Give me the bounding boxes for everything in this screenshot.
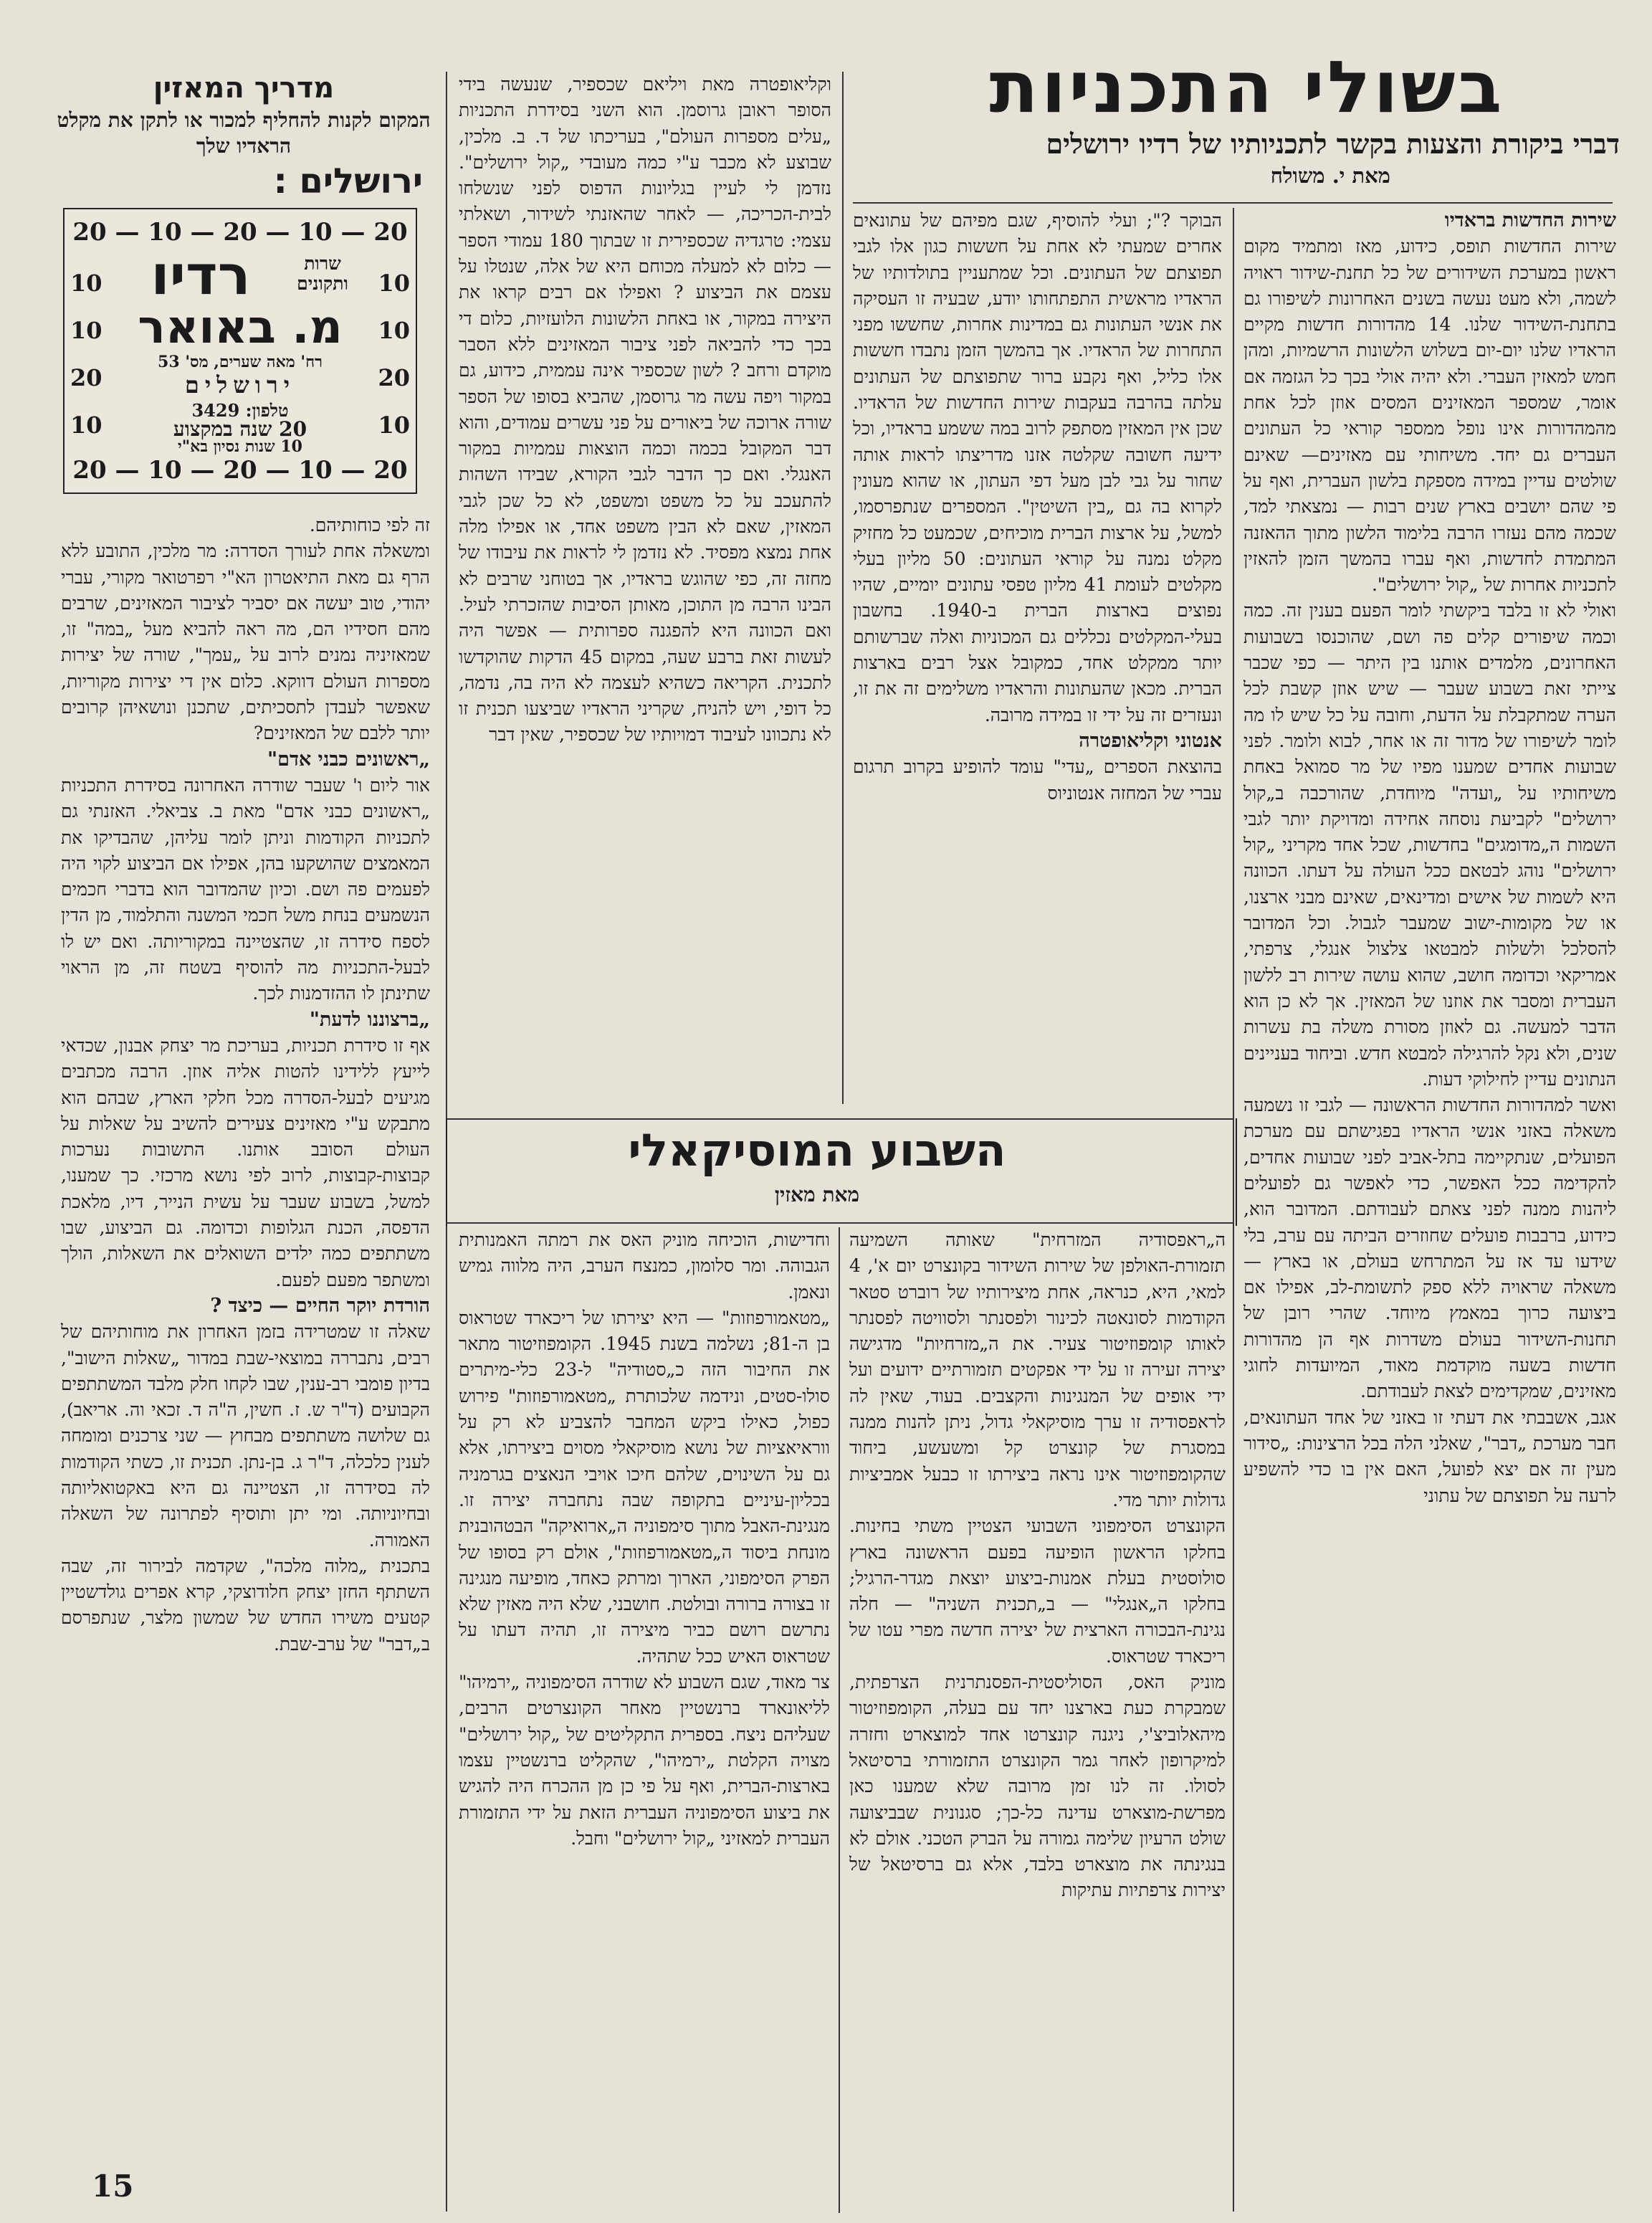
guide-city: ירושלים : [273, 161, 423, 201]
column-rule [842, 72, 844, 1104]
music-col-2 [459, 1227, 830, 2213]
ad-bottom-row: 20 — 10 — 20 — 10 — 20 [72, 456, 408, 485]
main-col-3-text: וקליאופטרה מאת ויליאם שכספיר, שנעשה בידי הסופר ראובן גרוסמן. הוא השני בסידרת התכניות „עלים מספרות העולם", בעריכתו של ד. ב. מלכין, שבוצע לא מכבר ע"י כמה מעובדי „קול ירושלים". נזדמן לי לעיין בגליונות הדפוס לפני שנשלחו לבית-הכריכה, — לאחר שהאזנתי לשידור, ושאלתי עצמי: טרגדיה שכספירית זו שבתוך 180 עמודי הספר — כלום לא למעלה מכוחם היא של אלה, שנטלו על עצמם את הביצוע ? ואפילו אם רבים קראו את היצירה במקור, או באחת הלשונות הלועזיות, כלום די בכך כדי להביאה לפני ציבור המאזינים ללא הסבר מוקדם ורחב ? לשון שכספיר אינה עממית, כידוע, גם במקור ויפה עשה מר גרוסמן, שהביא בסופו של הספר שורה ארוכה של ביאורים על פני עשרים עמודים, והוא דבר המקובל בכמה וכמה הוצאות עממיות במקור האנגלי. ואם כך הדבר לגבי הקורא, שבידו השהות להתעכב על כל משפט ומשפט, לא כל שכן לגבי המאזין, שאם לא הבין משפט אחד, או אפילו מלה אחת נמצא מפסיד. לא נזדמן לי לראות את עיבודו של מחזה זה, כפי שהוגש בראדיו, אך בטוחני שרבים לא הבינו הרבה מן התוכן, מאותן הסיבות שהזכרתי לעיל. ואם הכוונה היא להפגנה ספרותית — אפשר היה לעשות זאת ברבע שעה, במקום 45 הדקות שהוקדשו לתכנית. הקריאה כשהיא לעצמה לא היה בה, נדמה, כל דופי, ויש להניח, שקריני הראדיו שביצעו תכנית זו לא נתכוונו לעיבוד דמויותיו של שכספיר, שאין דבר [459, 74, 831, 746]
music-col-1-text: ה„ראפסודיה המזרחית" שאותה השמיעה תזמורת-האולפן של שירות השידור בקונצרט יום א', 4 למאי, היא, כנראה, אחת מיצירותיו של רוברט סטאר הקודמות לסונאטה לכינור ולפסנתר ולסוויטה לפסנתר לאותו קומפוזיטור צעיר. את ה„מזרחיות" מדגישה יצירה זעירה זו על ידי אפקטים תזמורתיים ידועים ועל ידי אופים של המנגינות והקצבים. בעוד, שאין לה לראפסודיה זו ערך מוסיקאלי גדול, ניתן להנות ממנה במסגרת של קונצרט קל ומשעשע, ביחוד שהקומפוזיטור אינו נראה ביצירתו זו כבעל אמביציות גדולות יותר מדי. הקונצרט הסימפוני השבועי הצטיין משתי בחינות. בחלקו הראשון הופיעה בפעם הראשונה בארץ סולוסטית בעלת אמנות-ביצוע יוצאת מגדר-הרגיל; בחלקו ה„אנגלי" — ב„תכנית השניה" — חלה נגינת-הבכורה הארצית של יצירה חדשה מפרי עטו של ריכארד שטראוס. מוניק האס, הסוליסטית-הפסנתרנית הצרפתית, שמבקרת כעת בארצנו יחד עם בעלה, הקומפוזיטור מיהאלוביצ'י, ניגנה קונצרטו אחד למוצארט וחזרה למיקרופון לאחר גמר הקונצרט התזמורתי ברסיטאל לסולו. זה לנו זמן מרובה שלא שמענו כאן מפרשת-מוצארט עדינה כל-כך; סגנונית שבביצועה שולט הרעיון שלימה גמורה על הברק הטכני. אולם לא בנגינתה את מוצארט בלבד, אלא גם ברסיטאל של יצירות צרפתיות עתיקות [849, 1229, 1226, 1901]
guide-text: המקום לקנות להחליף למכור או לתקן את מקלט הראדיו שלך [57, 108, 431, 158]
news-service-heading: שירות החדשות בראדיו [1444, 209, 1616, 232]
ad-num: 10 [70, 411, 102, 439]
ad-num: 10 [378, 317, 410, 344]
ad-since: 10 שנות נסיון בא"י [177, 437, 302, 456]
ad-right-nums [374, 260, 410, 449]
main-article-byline: מאת י. משולח [1270, 163, 1390, 188]
main-article-subtitle: דברי ביקורת והצעות בקשר לתכניותיו של רדיו ירושלים [1046, 128, 1620, 160]
main-col-2 [853, 208, 1222, 1104]
music-title-rule [446, 1222, 1234, 1224]
ad-num: 20 [70, 364, 102, 391]
main-article-title: בשולי התכניות [989, 45, 1505, 129]
ad-num: 20 [378, 364, 410, 391]
music-article-byline: מאת מאזין [774, 1183, 860, 1206]
music-article-title: השבוע המוסיקאלי [628, 1124, 1006, 1176]
ad-radio-word: רדיו [151, 243, 251, 307]
cost-of-living-heading: הורדת יוקר החיים — כיצד ? [210, 1294, 430, 1317]
column-rule [839, 1227, 840, 2213]
ad-years: 20 שנה במקצוע [173, 417, 307, 441]
main-col-3 [459, 72, 831, 1104]
ad-num: 10 [378, 270, 410, 297]
main-col-1-text: שירות החדשות תופס, כידוע, מאז ומתמיד מקום ראשון במערכת השידורים של כל תחנת-שידור ראויה לשמה, ולא מעט נעשה בשנים האחרונות לשיפורו גם בתחנת-השידור שלנו. 14 מהדורות חדשות מקיים הראדיו שלנו יום-יום בשלוש הלשונות הרשמיות, ומהן חמש למאזין העברי. ולא יהיה אולי בכך כל הגזמה אם אומר, שמספר המאזינים המסים אוזן לכל אחת מהמהדורות אינו נופל ממספר קוראי כל העתונים העברים גם יחד. משיחותי עם מאזינים— שאינם שולטים עדיין במידה מספקת בלשון העברית, ואף על פי שהם יושבים בארץ שנים רבות — נמצאתי למד, שכמה מהם נעזרו הרבה בלימוד הלשון מתוך ההאזנה המתמדת לחדשות, ואף עברו בהמשך הזמן להאזין לתכניות אחרות של „קול ירושלים". ואולי לא זו בלבד ביקשתי לומר הפעם בענין זה. כמה וכמה שיפורים קלים פה ושם, שהוכנסו בשבועות האחרונים, מלמדים אותנו בין היתר — כפי שכבר צייתי זאת בשבוע שעבר — שיש אוזן קשבת לכל הערה שמתקבלת על הדעת, וחובה על כל שיש לו מה לומר לשיפורו של מדור זה או אחר, לבוא ולומר. לפני שבועות אחדים שמענו מפיו של מר סמואל באחת משיחותיו על „ועדה" מיוחדת, שהורכבה ב„קול ירושלים" לקביעת נוסחה אחידה ומדויקת יותר לגבי השמות ה„מדומגים" בחדשות, שכל אחד מקריני „קול ירושלים" נוהג לבטאם ככל העולה על דעתו. הכוונה היא לשמות של אישים ומדינאים, שאינם מבני ארצנו, או של מקומות-ישוב שמעבר לגבול. וכל המדובר להסלכל ולשלות למבטאו צלצול אנגלי, צרפתי, אמריקאי וכדומה חושב, שהוא עושה שירות רב ללשון העברית ומסבר את אוזנו של המאזין. אך לא כן הוא הדבר למעשה. גם לאוזן מסורת משלה בת עשרות שנים, ולא נקל להרגילה למבטא חדש. וביחוד בעניינים הנתונים עדיין לחילוקי דעות. ואשר למהדורות החדשות הראשונה — לגבי זו נשמעה משאלה באזני אנשי הראדיו בפגישתם עם מערכת הפועלים, שנתקיימה בתל-אביב לפני שבועות אחדים, להקדימה ככל האפשר, כדי לאפשר גם לפועלים ליהנות ממנה לפני צאתם לעבודתם. המדובר הוא, כידוע, ברבבות פועלים שחוזרים הביתה עם ערב, בלי שידעו עד אז על המתרחש בעולם, או בארץ — משאלה שראויה ללא ספק לתשומת-לב, אפילו אם ביצועה כרוך במאמץ מיוחד. שהרי רובן של תחנות-השידור בעולם משדרות אף הן מהדורות חדשות בשעה מוקדמת מאוד, המיועדות לחוגי מאזינים, שמקדימים לצאת לעבודתם. אגב, אשבבתי את דעתי זו באזני של אחד העתונאים, חבר מערכת „דבר", שאלני הלה בכל הרצינות: „סידור מעין זה אם יצא לפועל, האם אין בו כדי להשפיע לרעה על תפוצתם של עתוני [1243, 236, 1616, 1506]
music-col-1 [849, 1227, 1226, 2213]
ad-services: שרות ותקונים [297, 253, 348, 294]
radio-ad-box [63, 208, 417, 494]
main-col-2-text2: בהוצאת הספרים „עדי" עומד להופיע בקרוב תרגום עברי של המחזה אנטוניוס [853, 756, 1222, 804]
antony-heading: אנטוני וקליאופטרה [1079, 729, 1222, 752]
header-rule [853, 202, 1613, 204]
firsts-heading: „ראשונים כבני אדם" [267, 748, 430, 771]
main-col-4-text4: שאלה זו שמטרידה בזמן האחרון את מוחותיהם של רבים, נתבררה במוצאי-שבת במדור „שאלות הישוב", בדיון פומבי רב-ענין, שבו לקחו חלק מלבד המשתתפים הקבועים (ד"ר ש. ז. חשין, ה"ה ד. זכאי וה. אריאב), גם שלושה משתתפים מבחוץ — שני צרכנים ומומחה לענין כלכלה, ד"ר ג. בן-נתן. תכנית זו, כשתי הקודמות לה בסידרה זו, הצטיינה גם היא באקטואליותה ובחיוניותה. ומי יתן ותוסיף לפתרונה של השאלה האמורה. בתכנית „מלוה מלכה", שקדמה לבירור זה, שבה השתתף החזן יצחק חלודוצקי, קרא אפרים גולדשטיין קטעים משירו החדש של שמשון מלצר, שנתפרסם ב„דבר" של ערב-שבת. [61, 1321, 430, 1655]
ad-num: 10 [378, 411, 410, 439]
main-col-4 [61, 513, 430, 2212]
ad-phone: טלפון: 3429 [191, 400, 289, 421]
ad-num: 10 [70, 317, 102, 344]
ad-num: 10 [70, 270, 102, 297]
main-col-4-text3: אף זו סידרת תכניות, בעריכת מר יצחק אבנון, שכדאי לייעץ ללידינו להטות אליה אוזן. הרבה מכתבים מגיעים לבעל-הסדרה מכל חלקי הארץ, שבהם הוא מתבקש ע"י מאזינים צעירים להשיב על שאלות על העולם הסובב אותנו. התשובות נערכות קבוצות-קבוצות, לרוב לפי נושא מרכזי. כך שמענו, למשל, בשבוע שעבר על עשית הנייר, דיו, מלאכת הדפסה, הכנת הגלופות וכדומה. גם הביצוע, שבו משתתפים כמה ילדים השואלים את השאלות, הולך ומשתפר מפעם לפעם. [61, 1034, 430, 1290]
main-col-4-text: זה לפי כוחותיהם. ומשאלה אחת לעורך הסדרה: מר מלכין, התובע ללא הרף גם מאת התיאטרון הא"י רפרטואר מקורי, עברי יהודי, טוב יעשה אם יסביר לציבור המאזינים, שרבים מהם חסידיו הם, מה ראה להביא מעל „במה" זו, שמאזיניה נמנים לרוב על „עמך", שורה של יצירות מספרות העולם דווקא. כלום אין די יצירות מקוריות, שאפשר לעבדן לתסכיתים, שתכנן ונושאיהן קרובים יותר ללבם של המאזינים? [61, 515, 430, 744]
ad-top-row: 20 — 10 — 20 — 10 — 20 [72, 218, 408, 247]
main-col-2-text: הבוקר ?"; ועלי להוסיף, שגם מפיהם של עתונאים אחרים שמעתי לא אחת על חששות כגון אלו לגבי תפוצתם של העתונים. וכל שמתעניין בתולדותיו של הראדיו מראשית התפתחותו יודע, שבעיה זו העסיקה את אנשי העתונות גם במדינות אחרות, שחששו מפני התחרות של הראדיו. אך בהמשך הזמן נתבדו חששות אלו כליל, ואף נקבע ברור שתפוצתם של העתונים עלתה בהרבה בעקבות שירות החדשות של הראדיו. שכן אין המאזין מסתפק לרוב במה ששמע בראדיו, וכל ידיעה חשובה שקלטה אזנו מדריצתו לראות אותה שחור על גבי לבן מעל דפי העתון, או שהוא מעונין לקרוא בה גם „בין השיטין". המספרים שנתפרסמו, למשל, על ארצות הברית מוכיחים, שכמעט כל מחזיק מקלט נמנה על קוראי העתונים: 50 מליון בעלי מקלטים לעומת 41 מליון טפסי עתונים יומיים, שהיו נפוצים בארצות הברית ב-1940. בחשבון בעלי-המקלטים נכללים גם המכוניות ואלה שברשותם יותר ממקלט אחד, כמקובל אצל רבים בארצות הברית. מכאן שהעתונות והראדיו משלימים זה את זו, ונעזרים זה על ידי זו במידה מרובה. [853, 210, 1222, 725]
ad-left-nums [70, 260, 106, 449]
want-to-know-heading: „ברצוננו לדעת" [309, 1008, 430, 1031]
ad-name: מ. באואר [138, 301, 343, 354]
main-col-1 [1243, 208, 1616, 2212]
ad-street: רח' מאה שערים, מס' 53 [158, 353, 323, 371]
ad-city: ירושלים [184, 371, 296, 399]
page-number: 15 [92, 2169, 134, 2204]
music-col-2-text: וחדישות, הוכיחה מוניק האס את רמתה האמנותית הגבוהה. ומר סלומון, כמנצח הערב, היה מלווה גמיש ונאמן. „מטאמורפוזות" — היא יצירתו של ריכארד שטראוס בן ה-81; נשלמה בשנת 1945. הקומפוזיטור מתאר את החיבור הזה כ„סטודיה" ל-23 כלי-מיתרים סולו-סטים, ונידמה שלכותרת „מטאמורפוזות" פירוש כפול, כאילו ביקש המחבר להצביע לא רק על ווראיאציות של נושא מוסיקאלי מסוים ביצירתו, אלא גם על השינוים, שלהם חיכו אויבי הנאצים בגרמניה בכליון-עיניים בתקופה שבה נתחברה יצירה זו. מנגינת-האבל מתוך סימפוניה ה„ארואיקה" הבטהובנית מונחת ביסוד ה„מטאמורפוזות", אולם רק בסופו של הפרק הסימפוני, הארוך ומרתק כאחד, מופיעה מנגינה זו בצורה ברורה ובולטת. חושבני, שלא היה מאזין שלא נתרשם רושם כביר מיצירה זו, תהיה דעתו על שטראוס האיש ככל שתהיה. צר מאוד, שגם השבוע לא שודרה הסימפוניה „ירמיהו" לליאונארד ברנשטיין מאחר הקונצרטים הרבים, שעליהם ניצח. בספרית התקליטים של „קול ירושלים" מצויה הקלטת „ירמיהו", שהקליט ברנשטיין עצמו בארצות-הברית, ואף על פי כן מן ההכרח היה להגיש את ביצוע הסימפוניה העברית הזאת על ידי התזמורת העברית למאזיני „קול ירושלים" וחבל. [459, 1229, 830, 1849]
guide-title: מדריך המאזין [153, 72, 335, 105]
main-col-4-text2: אור ליום ו' שעבר שודרה האחרונה בסידרת התכניות „ראשונים כבני אדם" מאת ב. צביאלי. האזנתי גם לתכניות הקודמות וניתן לומר עליהן, שהבדיקו את המאמצים שהושקעו בהן, אפילו אם הביצוע לקוי היה לפעמים פה ושם. וכיון שהמדובר הוא בדברי חכמים הנשמעים בנחת משל חכמי המשנה והתלמוד, מן הדין לספח סידרה זו, שהצטיינה במקוריותה. ואם יש לו לבעל-התכניות מה להוסיף בשטח זה, מן הראוי שתינתן לו ההזדמנות לכך. [61, 774, 430, 1004]
